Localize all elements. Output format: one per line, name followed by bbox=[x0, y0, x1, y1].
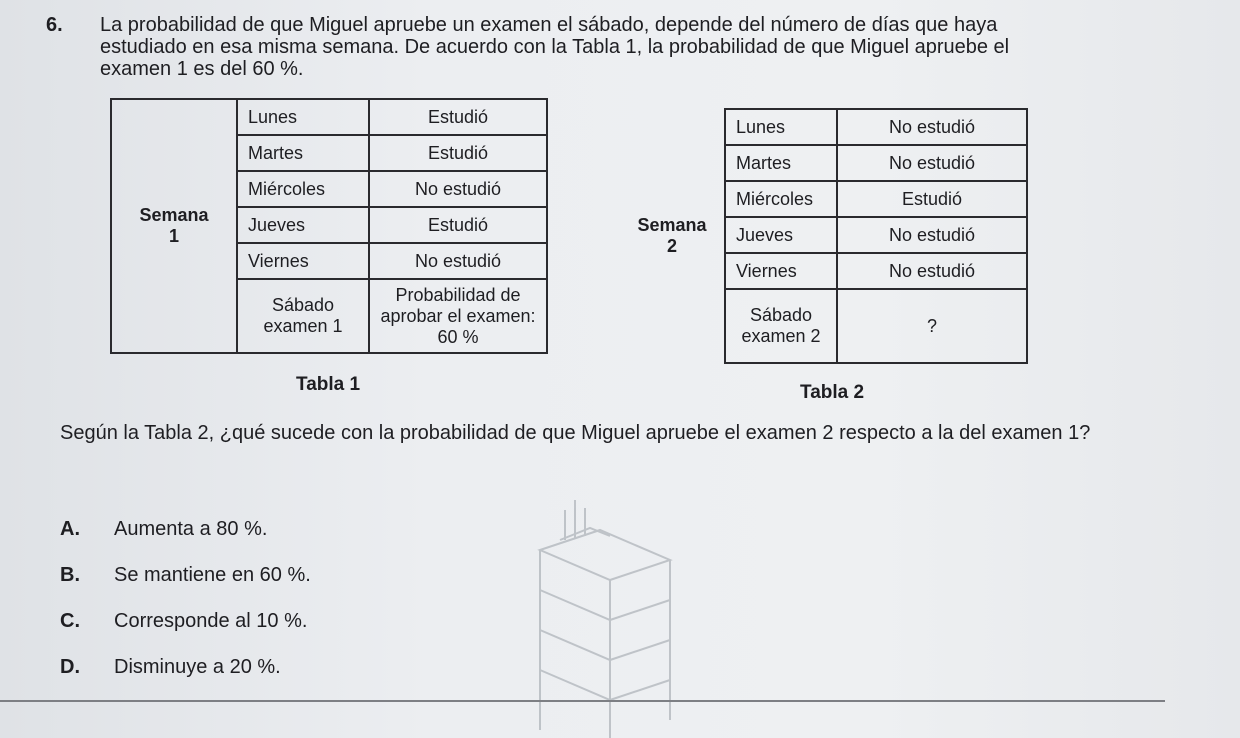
value-cell: No estudió bbox=[837, 109, 1027, 145]
option-c[interactable] bbox=[60, 610, 311, 656]
option-b[interactable] bbox=[60, 564, 311, 610]
week-cell bbox=[620, 109, 725, 363]
option-a[interactable] bbox=[60, 518, 311, 564]
value-cell: No estudió bbox=[837, 217, 1027, 253]
day-cell: Lunes bbox=[237, 99, 369, 135]
day-cell: Jueves bbox=[725, 217, 837, 253]
day-cell: Miércoles bbox=[237, 171, 369, 207]
option-text: Corresponde al 10 %. bbox=[114, 610, 308, 632]
week-label: Semana bbox=[637, 215, 707, 235]
day-cell: Lunes bbox=[725, 109, 837, 145]
answer-options bbox=[60, 518, 311, 702]
probability-cell: Probabilidad de aprobar el examen: 60 % bbox=[369, 279, 547, 353]
day-cell: Miércoles bbox=[725, 181, 837, 217]
table-row bbox=[111, 99, 547, 135]
question-text: La probabilidad de que Miguel apruebe un examen el sábado, depende del número de días que haya estudiado en esa misma semana. De acuerdo con la Tabla 1, la probabilidad de que Miguel apruebe el examen 1 es del 60 %. bbox=[100, 14, 1010, 80]
value-cell: Estudió bbox=[369, 207, 547, 243]
table-2 bbox=[620, 108, 1028, 364]
value-cell: No estudió bbox=[369, 171, 547, 207]
question-statement bbox=[46, 14, 1080, 80]
table-1 bbox=[110, 98, 548, 354]
day-cell: Martes bbox=[725, 145, 837, 181]
option-text: Aumenta a 80 %. bbox=[114, 518, 268, 540]
exam-day-cell: Sábado examen 1 bbox=[237, 279, 369, 353]
option-letter: C. bbox=[60, 610, 80, 632]
day-cell: Martes bbox=[237, 135, 369, 171]
value-cell: Estudió bbox=[369, 135, 547, 171]
value-cell: No estudió bbox=[369, 243, 547, 279]
option-d[interactable] bbox=[60, 656, 311, 702]
option-letter: A. bbox=[60, 518, 80, 540]
option-text: Se mantiene en 60 %. bbox=[114, 564, 311, 586]
day-cell: Viernes bbox=[725, 253, 837, 289]
table-row bbox=[620, 109, 1027, 145]
week-number: 2 bbox=[666, 236, 677, 256]
day-cell: Jueves bbox=[237, 207, 369, 243]
sub-question: Según la Tabla 2, ¿qué sucede con la probabilidad de que Miguel apruebe el examen 2 respecto a la del examen 1? bbox=[60, 422, 1091, 444]
value-cell: No estudió bbox=[837, 145, 1027, 181]
week-label: Semana bbox=[139, 205, 209, 225]
probability-cell: ? bbox=[837, 289, 1027, 363]
question-number: 6. bbox=[46, 14, 63, 36]
option-letter: B. bbox=[60, 564, 80, 586]
week-number: 1 bbox=[168, 226, 179, 246]
day-cell: Viernes bbox=[237, 243, 369, 279]
value-cell: Estudió bbox=[369, 99, 547, 135]
table-1-caption: Tabla 1 bbox=[296, 374, 361, 395]
option-letter: D. bbox=[60, 656, 80, 678]
option-text: Disminuye a 20 %. bbox=[114, 656, 281, 678]
value-cell: Estudió bbox=[837, 181, 1027, 217]
exam-day-cell: Sábado examen 2 bbox=[725, 289, 837, 363]
value-cell: No estudió bbox=[837, 253, 1027, 289]
divider bbox=[0, 700, 1165, 702]
week-cell bbox=[111, 99, 237, 353]
table-2-caption: Tabla 2 bbox=[800, 382, 865, 403]
